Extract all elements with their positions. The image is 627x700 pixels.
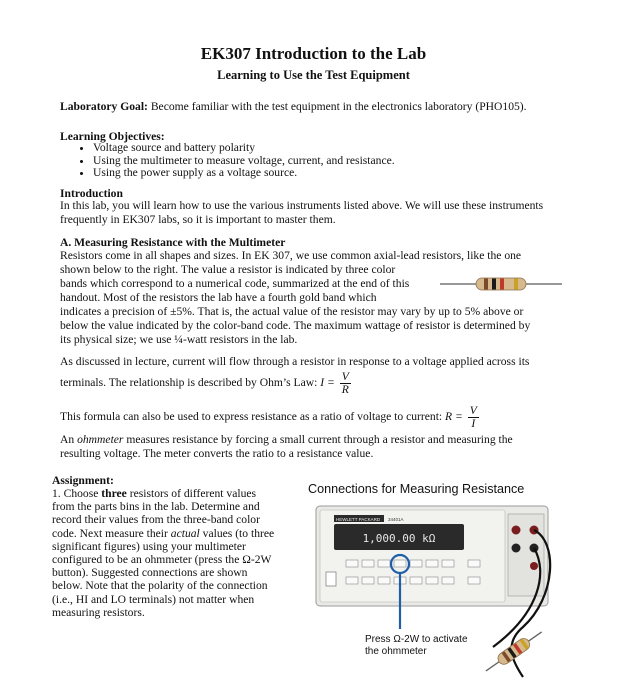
caption-line: Press Ω-2W to activate [365,634,468,645]
lab-goal-text: Become familiar with the test equipment in the electronics laboratory (PHO105). [147,100,527,113]
fraction-numerator: V [341,370,349,383]
section-a-line: Resistors come in all shapes and sizes. In EK 307, we use common axial-lead resistors, like the one [60,249,522,262]
page-title: EK307 Introduction to the Lab [200,44,427,63]
ohms-law-line [60,371,351,396]
objective-item: • Using the multimeter to measure voltage, current, and resistance. [93,155,395,168]
introduction-heading: Introduction [60,187,123,200]
ohms-law-fraction [340,371,351,396]
ohmmeter-line-post: measures resistance by forcing a small current through a resistor and measuring the [123,433,513,446]
multimeter-figure [308,502,558,687]
assignment-text [52,487,307,619]
assignment-emphasis: three [101,487,127,500]
section-a-line: shown below to the right. The value a resistor is indicated by three color [60,263,396,276]
objective-item: • Using the power supply as a voltage source. [93,167,395,180]
resistance-ratio-lhs: R = [445,410,463,424]
ohmmeter-line-pre: An [60,433,78,446]
assignment-line: (i.e., HI and LO terminals) not matter when [52,592,255,606]
assignment-line [52,527,307,540]
assignment-line: significant figures) using your multimeter [52,539,246,553]
assignment-text-part: resistors of different values [126,487,257,500]
fraction-numerator: V [469,404,477,417]
assignment-line: from the parts bins in the lab. Determine and [52,500,260,514]
section-a-line: below the value indicated by the color-band code. The maximum wattage of resistor is determined by [60,319,531,332]
figure-title: Connections for Measuring Resistance [308,482,525,496]
power-switch [326,572,336,586]
ohm-intro-line: As discussed in lecture, current will flow through a resistor in response to a voltage applied across its [60,355,530,368]
ohmmeter-term: ohmmeter [77,433,124,446]
ohmmeter-line: resulting voltage. The meter converts the ratio to a resistance value. [60,447,374,460]
assignment-heading: Assignment: [52,474,114,487]
resistance-ratio-text: This formula can also be used to express resistance as a ratio of voltage to current: [60,410,446,424]
introduction-text: In this lab, you will learn how to use the various instruments listed above. We will use these instruments frequently in EK307 labs, so it is important to master them. [60,199,544,226]
section-a-line: its physical size; we use ¼-watt resistors in the lab. [60,333,298,346]
display-reading: 1,000.00 kΩ [362,532,436,545]
page-subtitle: Learning to Use the Test Equipment [217,68,410,82]
assignment-line [52,487,307,500]
assignment-emphasis: actual [170,526,200,540]
brand-label: HEWLETT PACKARD [336,517,381,522]
section-a-line: bands which correspond to a numerical code, summarized at the end of this [60,277,410,290]
ohms-law-lhs: I = [320,376,335,390]
objectives-heading: Learning Objectives: [60,130,165,143]
assignment-line: below. Note that the polarity of the connection [52,579,268,593]
resistance-ratio-line [60,405,479,430]
section-a-line: indicates a precision of ±5%. That is, the actual value of the resistor may vary by up to 5% above or [60,305,524,318]
section-a-heading: A. Measuring Resistance with the Multimeter [60,236,286,249]
resistance-ratio-fraction [468,405,479,430]
resistor-illustration [440,274,562,294]
assignment-text-part: values (to three [199,526,275,540]
objectives-list [75,142,395,180]
section-a-line: handout. Most of the resistors the lab have a fourth gold band which [60,291,377,304]
assignment-line: button). Suggested connections are shown [52,566,248,580]
lab-goal [60,100,580,114]
lab-goal-label: Laboratory Goal: [60,100,148,113]
assignment-text-part: 1. Choose [52,487,102,500]
figure-caption [365,634,505,658]
model-label: 34401A [388,517,404,522]
assignment-line: configured to be an ohmmeter (press the Ω-2W [52,553,272,567]
caption-line: the ohmmeter [365,646,427,657]
assignment-text-part: code. Next measure their [52,526,171,540]
assignment-line: measuring resistors. [52,605,145,619]
fraction-denominator: I [471,417,476,430]
assignment-line: record their values from the three-band color [52,513,260,527]
objective-item: • Voltage source and battery polarity [93,142,395,155]
ohms-law-text: terminals. The relationship is described by Ohm’s Law: [60,376,321,390]
ohmmeter-line [60,433,513,447]
fraction-denominator: R [341,383,349,396]
